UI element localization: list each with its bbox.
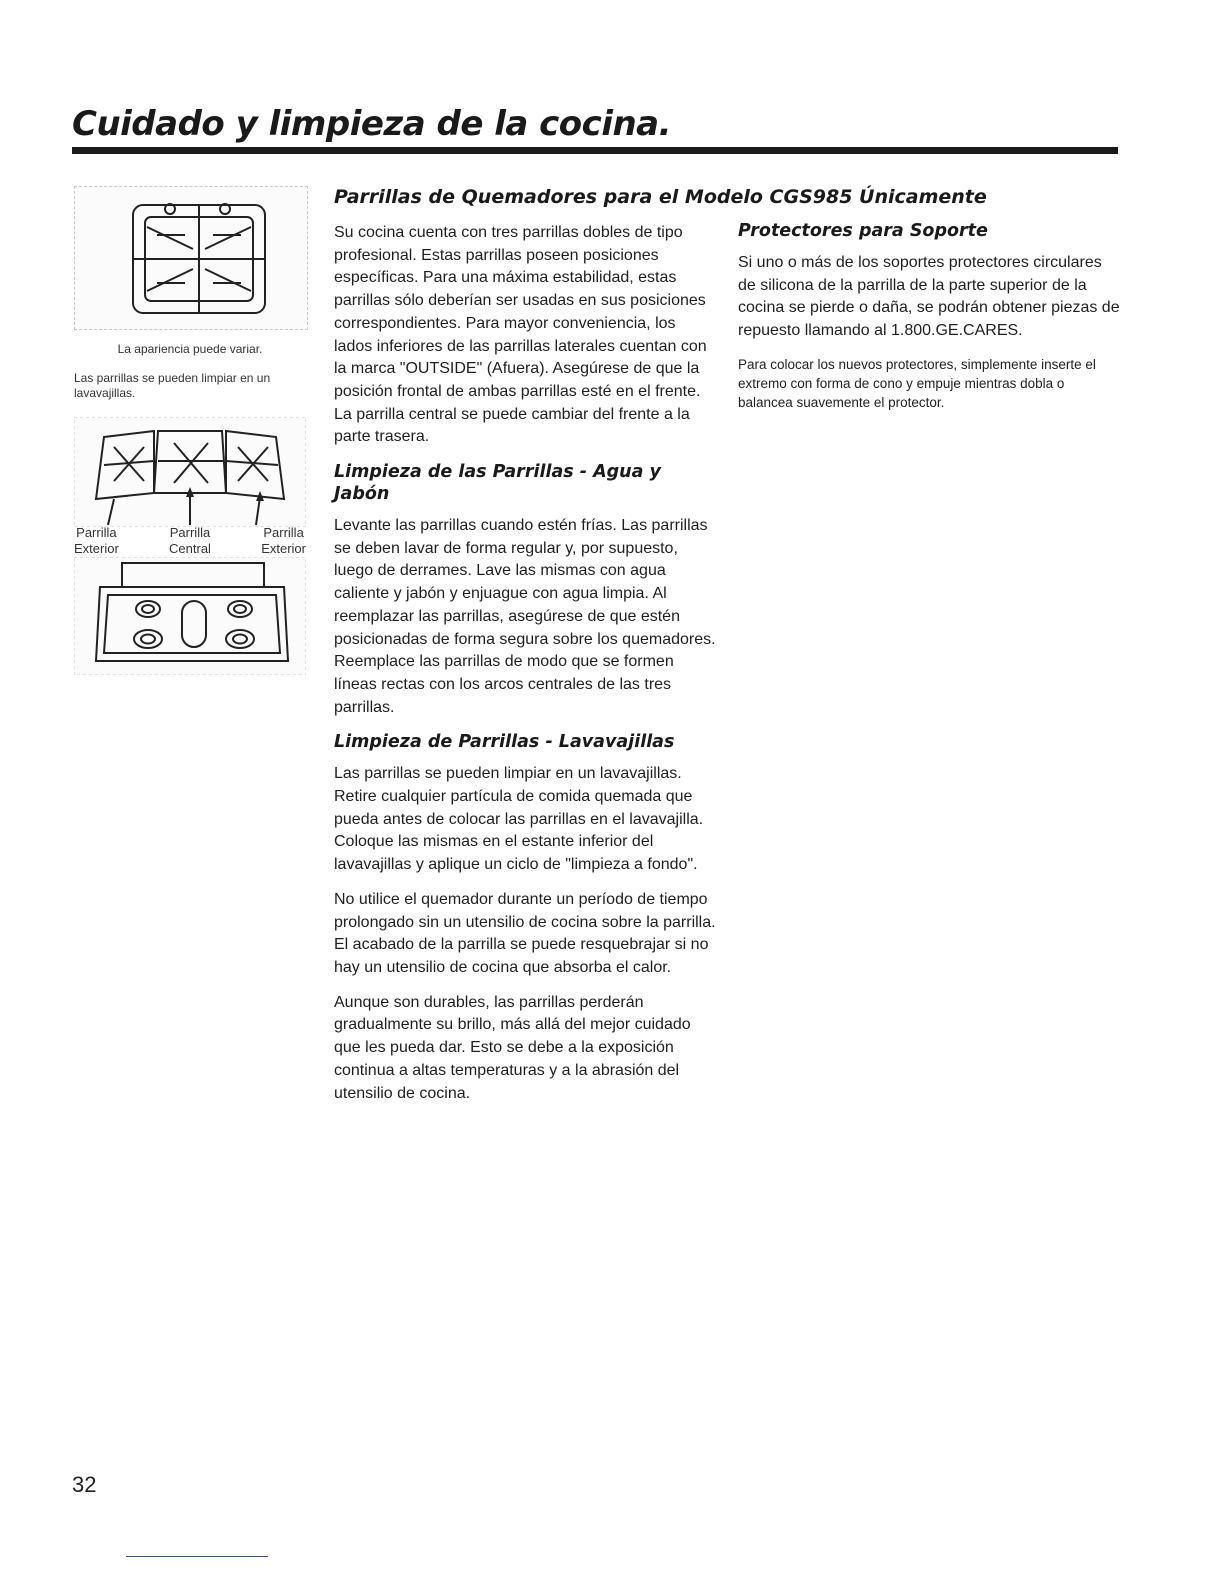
protectors-note: Para colocar los nuevos protectores, simplemente inserte el extremo con forma de cono y empuje mientras dobla o balancea suavemente el protector. (738, 356, 1096, 410)
intro-paragraph: Su cocina cuenta con tres parrillas dobles de tipo profesional. Estas parrillas poseen posiciones específicas. Para una máxima estabilidad, estas parrillas sólo deberían ser usadas en sus posiciones correspondientes. Para mayor conveniencia, los lados inferiores de las parrillas laterales cuentan con la marca "OUTSIDE" (Afuera). Asegúrese de que la posición frontal de ambas parrillas esté en el frente. La parrilla central se puede cambiar del frente a la parte trasera. (334, 224, 707, 446)
grate-icon (75, 187, 307, 329)
soap-paragraph: Levante las parrillas cuando estén frías. Las parrillas se deben lavar de forma regular y, por supuesto, luego de derrames. Lave las mismas con agua caliente y jabón y enjuague con agua limpia. Al reemplazar las parrillas, asegúrese de que estén posicionadas de forma segura sobre los quemadores. Reemplace las parrillas de modo que se formen líneas rectas con los arcos centrales de las tres parrillas. (334, 517, 716, 716)
warning-paragraph: No utilice el quemador durante un período de tiempo prolongado sin un utensilio de cocina sobre la parrilla. El acabado de la parrilla se puede resquebrajar si no hay un utensilio de cocina que absorba el calor. (334, 890, 716, 976)
page-title: Cuidado y limpieza de la cocina. (72, 104, 672, 144)
dishwasher-paragraph: Las parrillas se pueden limpiar en un lavavajillas. Retire cualquier partícula de comida quemada que pueda antes de colocar las parrillas en el lavavajilla. Coloque las mismas en el estante inferior del lavavajillas y aplique un ciclo de "limpieza a fondo". (334, 765, 704, 874)
rack-labels (74, 525, 306, 557)
three-grates-icon (74, 417, 306, 527)
middle-column (334, 222, 716, 1117)
page-number: 32 (72, 1472, 97, 1497)
section-title: Parrillas de Quemadores para el Modelo CGS985 Únicamente (334, 186, 987, 208)
label-right-rack: Parrilla Exterior (261, 525, 306, 556)
cooktop-icon (74, 557, 306, 675)
sidebar (74, 186, 306, 677)
dishwasher-heading: Limpieza de Parrillas - Lavavajillas (334, 732, 675, 753)
grate-illustration (74, 186, 308, 330)
right-column (738, 222, 1120, 412)
title-rule (72, 147, 1118, 154)
label-center-rack: Parrilla Central (169, 525, 211, 556)
protectors-heading: Protectores para Soporte (738, 221, 988, 241)
soap-heading: Limpieza de las Parrillas - Agua y Jabón (334, 462, 661, 505)
cooktop-illustration (74, 417, 306, 677)
caption-dishwasher: Las parrillas se pueden limpiar en un lavavajillas. (74, 371, 271, 400)
label-left-rack: Parrilla Exterior (74, 525, 119, 556)
caption-appearance: La apariencia puede variar. (117, 342, 263, 356)
protectors-paragraph: Si uno o más de los soportes protectores circulares de silicona de la parrilla de la parte superior de la cocina se pierde o daña, se podrán obtener piezas de repuesto llamando al 1.800.GE.CARES. (738, 254, 1120, 340)
durability-paragraph: Aunque son durables, las parrillas perderán gradualmente su brillo, más allá del mejor cuidado que les pueda dar. Esto se debe a la exposición continua a altas temperaturas y a la abrasión del utensilio de cocina. (334, 993, 691, 1102)
bottom-rule (126, 1556, 268, 1557)
